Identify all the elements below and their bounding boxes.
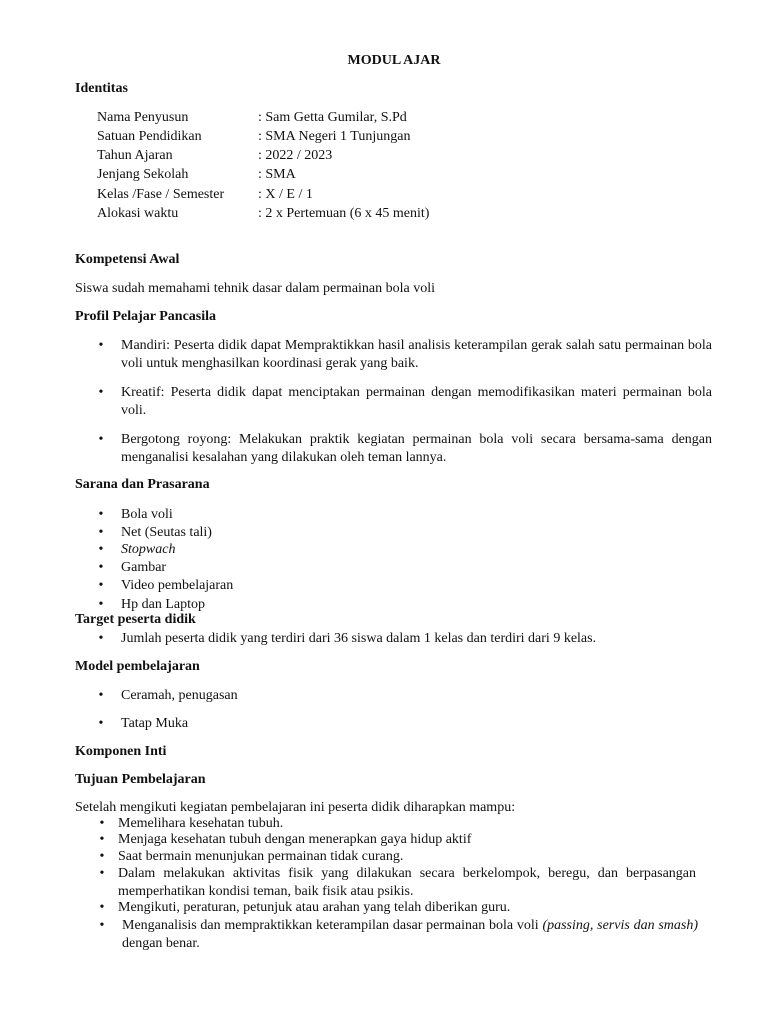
identitas-value: : SMA xyxy=(258,167,296,182)
bullet-icon: • xyxy=(98,716,104,731)
bullet-icon: • xyxy=(98,578,104,593)
identitas-value: : SMA Negeri 1 Tunjungan xyxy=(258,129,411,144)
sarana-item: Net (Seutas tali) xyxy=(121,525,212,540)
tujuan-item-italic: (passing, servis dan smash) xyxy=(542,918,699,933)
sarana-item: Hp dan Laptop xyxy=(121,597,205,612)
tujuan-item: Memelihara kesehatan tubuh. xyxy=(118,816,284,831)
identitas-value: : 2 x Pertemuan (6 x 45 menit) xyxy=(258,206,430,221)
tujuan-intro: Setelah mengikuti kegiatan pembelajaran ini peserta didik diharapkan mampu: xyxy=(75,800,516,815)
target-item: Jumlah peserta didik yang terdiri dari 36 siswa dalam 1 kelas dan terdiri dari 9 kelas. xyxy=(121,631,597,646)
sarana-item: Bola voli xyxy=(121,507,173,522)
sarana-item: Gambar xyxy=(121,560,167,575)
profil-item: Mandiri: Peserta didik dapat Mempraktikkan hasil analisis keterampilan gerak salah satu permainan bola voli untuk menghasilkan koordinasi gerak yang baik. xyxy=(121,338,712,371)
kompetensi-awal-heading: Kompetensi Awal xyxy=(75,252,180,267)
bullet-icon: • xyxy=(98,338,104,353)
model-item: Tatap Muka xyxy=(121,716,189,731)
tujuan-item-text: dengan benar. xyxy=(122,936,200,951)
identitas-label: Jenjang Sekolah xyxy=(97,167,189,182)
target-heading: Target peserta didik xyxy=(75,612,196,627)
identitas-label: Alokasi waktu xyxy=(97,206,179,221)
tujuan-heading: Tujuan Pembelajaran xyxy=(75,772,206,787)
bullet-icon: • xyxy=(98,597,104,612)
profil-item: Kreatif: Peserta didik dapat menciptakan permainan dengan memodifikasikan materi permainan bola voli. xyxy=(121,385,712,418)
bullet-icon: • xyxy=(98,688,104,703)
bullet-icon: • xyxy=(99,832,105,847)
tujuan-item: Menjaga kesehatan tubuh dengan menerapkan gaya hidup aktif xyxy=(118,832,472,847)
bullet-icon: • xyxy=(98,542,104,557)
page-title: MODUL AJAR xyxy=(347,53,441,68)
tujuan-item: Mengikuti, peraturan, petunjuk atau arahan yang telah diberikan guru. xyxy=(118,900,511,915)
bullet-icon: • xyxy=(98,560,104,575)
bullet-icon: • xyxy=(99,866,105,881)
identitas-value: : Sam Getta Gumilar, S.Pd xyxy=(258,110,407,125)
bullet-icon: • xyxy=(98,385,104,400)
bullet-icon: • xyxy=(99,900,105,915)
kompetensi-awal-text: Siswa sudah memahami tehnik dasar dalam permainan bola voli xyxy=(75,281,436,296)
profil-item: Bergotong royong: Melakukan praktik kegiatan permainan bola voli secara bersama-sama dengan menganalisi kesalahan yang dilakukan oleh teman lannya. xyxy=(121,432,712,465)
bullet-icon: • xyxy=(99,849,105,864)
sarana-item: Video pembelajaran xyxy=(121,578,234,593)
bullet-icon: • xyxy=(98,507,104,522)
bullet-icon: • xyxy=(99,918,105,933)
tujuan-item: Dalam melakukan aktivitas fisik yang dilakukan secara berkelompok, beregu, dan berpasangan memperhatikan kondisi teman, baik fisik atau psikis. xyxy=(118,866,696,899)
identitas-label: Satuan Pendidikan xyxy=(97,129,202,144)
profil-heading: Profil Pelajar Pancasila xyxy=(75,309,217,324)
model-item: Ceramah, penugasan xyxy=(121,688,238,703)
sarana-item: Stopwach xyxy=(121,542,176,557)
identitas-value: : 2022 / 2023 xyxy=(258,148,333,163)
komponen-inti-heading: Komponen Inti xyxy=(75,744,167,759)
tujuan-item: Saat bermain menunjukan permainan tidak curang. xyxy=(118,849,404,864)
identitas-label: Kelas /Fase / Semester xyxy=(97,187,225,202)
identitas-label: Tahun Ajaran xyxy=(97,148,173,163)
model-heading: Model pembelajaran xyxy=(75,659,200,674)
tujuan-item-last xyxy=(122,917,698,953)
sarana-heading: Sarana dan Prasarana xyxy=(75,477,210,492)
bullet-icon: • xyxy=(99,816,105,831)
identitas-label: Nama Penyusun xyxy=(97,110,189,125)
tujuan-item-text: Menganalisis dan mempraktikkan keterampilan dasar permainan bola voli xyxy=(122,918,543,933)
identitas-value: : X / E / 1 xyxy=(258,187,313,202)
bullet-icon: • xyxy=(98,525,104,540)
bullet-icon: • xyxy=(98,432,104,447)
bullet-icon: • xyxy=(98,631,104,646)
identitas-heading: Identitas xyxy=(75,81,128,96)
